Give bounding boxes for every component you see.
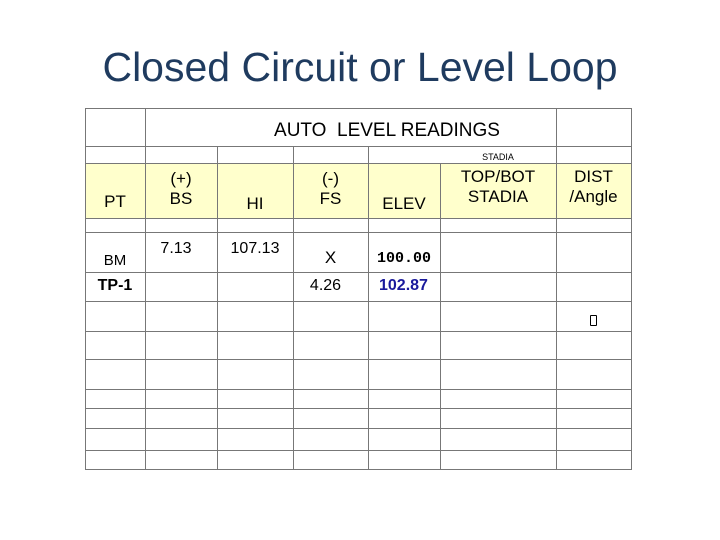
- row-bm-fs: X: [324, 248, 337, 267]
- header-bs-sign: (+): [170, 169, 192, 188]
- header-stadia-bot: STADIA: [467, 187, 529, 206]
- header-fs: [293, 169, 368, 209]
- slide-title: Closed Circuit or Level Loop: [102, 44, 618, 90]
- text-cursor-icon: [590, 315, 597, 326]
- row-bm-hi: 107.13: [230, 240, 280, 257]
- header-fs-sign: (-): [322, 169, 339, 188]
- header-bs: [145, 169, 217, 209]
- row-tp1-pt: TP-1: [97, 277, 133, 294]
- header-dist-top: DIST: [574, 167, 613, 186]
- header-pt: PT: [104, 192, 126, 211]
- header-stadia: [440, 167, 556, 207]
- header-fs-label: FS: [319, 189, 342, 208]
- row-bm-elev: 100.00: [377, 250, 432, 267]
- header-stadia-top: TOP/BOT: [460, 167, 536, 186]
- header-dist: [556, 167, 631, 207]
- row-tp1-elev: 102.87: [379, 277, 428, 294]
- header-elev: ELEV: [382, 194, 426, 213]
- header-bs-label: BS: [169, 189, 193, 208]
- row-bm-bs: 7.13: [160, 240, 192, 257]
- table-caption: AUTO LEVEL READINGS: [274, 120, 500, 141]
- header-dist-bot: /Angle: [569, 187, 618, 206]
- header-hi: HI: [246, 194, 264, 213]
- row-tp1-fs: 4.26: [309, 277, 342, 294]
- row-bm-pt: BM: [103, 252, 127, 269]
- stadia-group-label: STADIA: [482, 152, 514, 162]
